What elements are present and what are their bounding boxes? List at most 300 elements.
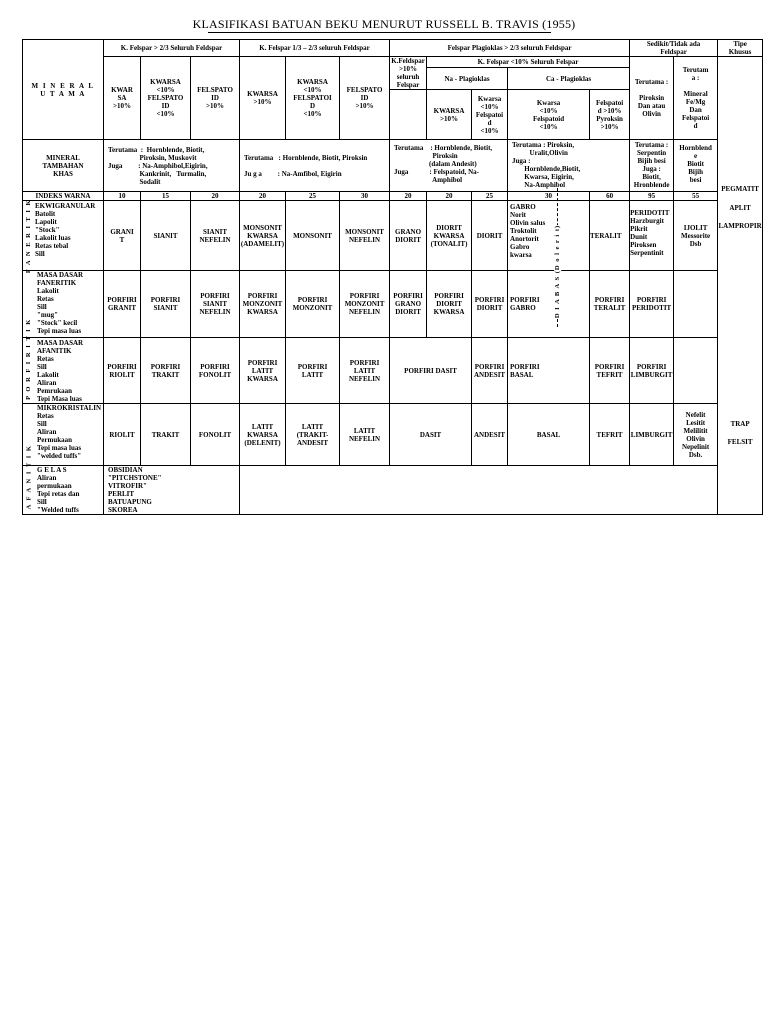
text-line: DIORIT bbox=[395, 235, 421, 244]
text-line: <10% bbox=[156, 86, 175, 94]
text-line: DIORIT bbox=[476, 304, 503, 312]
text-line: <10% bbox=[480, 126, 499, 135]
text-line: Pemrukaan bbox=[37, 386, 72, 395]
text-line: Biotit bbox=[687, 160, 704, 168]
sedikit-piroksin bbox=[630, 57, 674, 140]
text-line: Aliran bbox=[37, 428, 57, 436]
rock-monsonit-kwarsa bbox=[240, 201, 286, 271]
text-line: LATIT bbox=[353, 426, 376, 435]
rock-porfiri-granit bbox=[104, 271, 141, 338]
text-line: U T A M A bbox=[40, 89, 86, 98]
tambahan-group5 bbox=[630, 140, 674, 192]
text-line: <10% bbox=[480, 102, 499, 111]
rock-limburgit: LIMBURGIT bbox=[630, 404, 674, 466]
text-line: Lakolit bbox=[37, 370, 59, 379]
indeks-value: 25 bbox=[472, 192, 508, 201]
text-line: Kankrinit, Turmalin, bbox=[108, 169, 207, 178]
rock-latit-nefelin bbox=[340, 404, 390, 466]
text-line: Felspatoi bbox=[681, 114, 710, 122]
text-line bbox=[674, 82, 717, 90]
kwarsa-lt10-c5 bbox=[286, 57, 340, 140]
rock-porfiri-gabro bbox=[508, 271, 590, 338]
kf-lt10-header: K. Felspar <10% Seluruh Felspar bbox=[427, 57, 630, 68]
text-line: Felspatoi bbox=[475, 110, 504, 119]
text-line: FELSPATO bbox=[147, 94, 184, 102]
text-line: ID bbox=[360, 94, 369, 102]
text-line: FELSPATO bbox=[346, 86, 383, 94]
kf-13-header: K. Felspar 1/3 – 2/3 seluruh Feldspar bbox=[240, 40, 390, 57]
text-line: Lesitit bbox=[686, 418, 706, 427]
text-line: K.Feldspar bbox=[391, 57, 425, 65]
text-line: IJOLIT bbox=[683, 223, 708, 232]
rock-porfiri-granodiorit bbox=[390, 271, 427, 338]
text-line: Retas bbox=[37, 412, 54, 420]
text-line: <10% bbox=[303, 110, 322, 118]
text-line: e bbox=[694, 152, 698, 160]
kwarsa-gt10-c1 bbox=[104, 57, 141, 140]
text-line: PERLIT bbox=[108, 490, 135, 498]
text-line: G E L A S bbox=[37, 466, 67, 474]
text-line: KWARSA bbox=[150, 78, 181, 86]
text-line: Olivin bbox=[642, 110, 661, 118]
tipe-header bbox=[718, 40, 763, 57]
text-line: FELSPATOI bbox=[293, 94, 332, 102]
text-line: PERIDOTIT bbox=[631, 304, 672, 312]
text-line: OBSIDIAN bbox=[108, 466, 143, 474]
text-line: Kwarsa bbox=[477, 94, 502, 103]
rock-trakit: TRAKIT bbox=[141, 404, 191, 466]
text-line: DIORIT bbox=[395, 308, 421, 316]
text-line: Dan bbox=[689, 106, 702, 114]
text-line: Dunit bbox=[630, 233, 648, 241]
text-line bbox=[630, 86, 673, 94]
text-line: TEFRIT bbox=[596, 370, 623, 379]
document-title: KLASIFIKASI BATUAN BEKU MENURUT RUSSELL B. TRAVIS (1955) bbox=[192, 17, 576, 31]
text-line: Terutama : Hornblende, Biotit, Piroksin bbox=[244, 153, 368, 162]
text-line: NEFELIN bbox=[348, 235, 381, 244]
rock-porfiri-sianit bbox=[141, 271, 191, 338]
text-line: Melilitit bbox=[683, 426, 708, 435]
rock-porfiri-dasit: PORFIRI DASIT bbox=[390, 338, 472, 404]
sedikit-header bbox=[630, 40, 718, 57]
text-line: Bijih bbox=[688, 168, 703, 176]
text-line: <10% bbox=[539, 106, 558, 115]
text-line: GABRO bbox=[510, 304, 536, 312]
text-line: seluruh bbox=[396, 73, 420, 81]
text-line: MONSONIT bbox=[243, 223, 282, 232]
mineral-utama-cell bbox=[23, 40, 104, 140]
rock-nefelit bbox=[674, 404, 718, 466]
rock-porfiri-basal bbox=[508, 338, 590, 404]
text-line: KWARSA bbox=[247, 90, 278, 98]
row-masa-dasar-afanitik-head bbox=[23, 338, 104, 404]
rock-tefrit: TEFRIT bbox=[590, 404, 630, 466]
sedikit-mineral-fe bbox=[674, 57, 718, 140]
text-line: Piroksin bbox=[639, 94, 665, 102]
afanitik-side-label: A F A N I T I K bbox=[25, 444, 33, 510]
fp-23-header: Felspar Plagioklas > 2/3 seluruh Feldspar bbox=[390, 40, 630, 57]
text-line: PORFIRI bbox=[474, 296, 505, 304]
rock-teralit: TERALIT bbox=[590, 201, 630, 271]
text-line: Gabro bbox=[510, 243, 530, 251]
text-line: PORFIRI bbox=[150, 362, 181, 371]
kwarsa-gt10-c4 bbox=[240, 57, 286, 140]
text-line: Serpentin bbox=[637, 149, 667, 157]
text-line: Juga : Na-Amphibol,Eigirin, bbox=[108, 161, 208, 170]
text-line: (dalam Andesit) bbox=[394, 160, 477, 168]
text-line: KWAR bbox=[111, 86, 133, 94]
text-line: KHAS bbox=[53, 169, 73, 178]
text-line: LATIT bbox=[353, 366, 376, 375]
text-line: DIORIT bbox=[436, 223, 462, 232]
text-line: "PITCHSTONE" bbox=[108, 474, 162, 482]
tipe-trap: TRAP bbox=[730, 420, 750, 428]
text-line: PORFIRI bbox=[247, 358, 278, 367]
text-line: d bbox=[487, 118, 492, 127]
text-line: ID bbox=[211, 94, 219, 102]
text-line: Uralit,Olivin bbox=[512, 149, 568, 157]
text-line: BATUAPUNG bbox=[108, 498, 152, 506]
text-line: ANDESIT bbox=[473, 370, 506, 379]
mikrokristalin-occurrence bbox=[37, 404, 103, 460]
text-line: GRANI bbox=[110, 227, 134, 236]
rock-diorit-kwarsa bbox=[427, 201, 472, 271]
rock-porfiri-latit bbox=[286, 338, 340, 404]
text-line: NEFELIN bbox=[348, 308, 381, 316]
text-line: PORFIRI bbox=[636, 362, 667, 371]
text-line: PORFIRI bbox=[107, 296, 137, 304]
text-line: (ADAMELIT) bbox=[240, 239, 285, 248]
rock-porfiri-trakit bbox=[141, 338, 191, 404]
text-line: Retas bbox=[37, 295, 54, 303]
tipe-aplit: APLIT bbox=[729, 204, 751, 212]
kf-23-header: K. Felspar > 2/3 Seluruh Feldspar bbox=[104, 40, 240, 57]
rock-porfiri-monzonit bbox=[286, 271, 340, 338]
text-line: Fe/Mg bbox=[685, 98, 706, 106]
masa-dasar-faneritik-occurrence bbox=[37, 271, 103, 335]
text-line: Sodalit bbox=[108, 177, 161, 186]
text-line: Feldspar bbox=[660, 48, 687, 56]
text-line: Mineral bbox=[683, 90, 708, 98]
text-line: Terutama : Hornblende, Biotit, bbox=[394, 144, 493, 152]
rock-latit-kwarsa bbox=[240, 404, 286, 466]
rock-gabro bbox=[508, 201, 590, 271]
text-line: DIORIT bbox=[436, 300, 462, 308]
text-line: SA bbox=[117, 94, 127, 102]
rock-porfiri-tefrit bbox=[590, 338, 630, 404]
text-line: Kwarsa, Eigirin, bbox=[512, 173, 574, 181]
text-line: PORFIRI bbox=[200, 292, 230, 300]
rock-latit bbox=[286, 404, 340, 466]
text-line: D bbox=[309, 102, 316, 110]
text-line: >10% bbox=[253, 98, 272, 106]
rock-porfiri-monzonit-nefelin bbox=[340, 271, 390, 338]
text-line: RIOLIT bbox=[109, 370, 135, 379]
text-line: Tepi masa luas bbox=[37, 444, 82, 452]
text-line: PORFIRI bbox=[297, 296, 328, 304]
text-line: KWARSA bbox=[247, 430, 278, 439]
rock-granit bbox=[104, 201, 141, 271]
text-line: MONZONIT bbox=[242, 300, 283, 308]
text-line: PORFIRI bbox=[474, 362, 505, 371]
text-line: KWARSA bbox=[433, 106, 465, 115]
indeks-value: 60 bbox=[590, 192, 630, 201]
kwarsa-lt10-c2 bbox=[141, 57, 191, 140]
tipe-lampropir: LAMPROPIR bbox=[718, 222, 762, 230]
text-line: Troktolit bbox=[510, 227, 537, 235]
text-line: Tipe bbox=[733, 40, 747, 48]
rock-empty bbox=[674, 338, 718, 404]
text-line: Retas bbox=[37, 354, 54, 363]
text-line: Piroksen bbox=[630, 241, 657, 249]
text-line: Hronblende bbox=[633, 181, 670, 189]
text-line: Batolit bbox=[35, 210, 56, 218]
text-line: MIKROKRISTALIN bbox=[37, 404, 102, 412]
text-line: Lakolit bbox=[37, 287, 59, 295]
indeks-value: 30 bbox=[508, 192, 590, 201]
text-line: LATIT bbox=[251, 366, 274, 375]
text-line: Sedikit/Tidak ada bbox=[646, 40, 701, 48]
kfeldspar-gt10-header bbox=[390, 57, 427, 90]
text-line: PORFIRI bbox=[297, 362, 328, 371]
text-line: >10% bbox=[206, 102, 224, 110]
rock-obsidian-group bbox=[104, 466, 240, 515]
text-line: Ju g a : Na-Amfibol, Eigirin bbox=[244, 169, 342, 178]
text-line: NEFELIN bbox=[348, 434, 381, 443]
text-line: "welded tuffs" bbox=[37, 452, 82, 460]
text-line: Retas tebal bbox=[35, 242, 69, 250]
text-line: TRAKIT bbox=[151, 370, 180, 379]
rock-peridotit bbox=[630, 201, 674, 271]
text-line: NEFELIN bbox=[199, 308, 231, 316]
rock-porfiri-diorit-kwarsa bbox=[427, 271, 472, 338]
na-kwarsa-lt10 bbox=[472, 90, 508, 140]
text-line: PORFIRI bbox=[247, 292, 278, 300]
rock-ijolit bbox=[674, 201, 718, 271]
text-line: LIMBURGIT bbox=[630, 370, 673, 379]
rock-porfiri-teralit bbox=[590, 271, 630, 338]
tambahan-group3 bbox=[390, 140, 508, 192]
na-plagioklas-header: Na - Plagioklas bbox=[427, 68, 508, 90]
rock-diorit: DIORIT bbox=[472, 201, 508, 271]
indeks-value: 20 bbox=[390, 192, 427, 201]
text-line: LATIT bbox=[251, 422, 274, 431]
text-line: GRANO bbox=[395, 227, 422, 236]
text-line: d >10% bbox=[597, 106, 622, 115]
text-line: Norit bbox=[510, 211, 526, 219]
text-line: Harzburgit bbox=[630, 217, 664, 225]
na-kwarsa-gt10 bbox=[427, 90, 472, 140]
text-line bbox=[244, 162, 389, 170]
text-line: PORFIRI bbox=[107, 362, 137, 371]
text-line: Piroksin bbox=[394, 152, 458, 160]
text-line: Permukaan bbox=[37, 436, 72, 444]
text-line: LATIT bbox=[301, 370, 324, 379]
tambahan-group1 bbox=[104, 140, 240, 192]
text-line: permukaan bbox=[37, 482, 72, 490]
text-line: Juga : bbox=[512, 157, 531, 165]
porfiritik-side-label: P O R F I R I T I K bbox=[25, 318, 32, 400]
text-line: ID bbox=[161, 102, 170, 110]
c7-empty bbox=[390, 90, 427, 140]
indeks-value: 15 bbox=[141, 192, 191, 201]
text-line: PORFIRI bbox=[636, 296, 667, 304]
text-line: Lapolit bbox=[35, 218, 57, 226]
text-line: Terutama : Piroksin, bbox=[512, 141, 575, 149]
rock-riolit: RIOLIT bbox=[104, 404, 141, 466]
text-line: "mug" bbox=[37, 311, 58, 319]
text-line: SIANIT bbox=[202, 300, 228, 308]
tambahan-group4 bbox=[508, 140, 630, 192]
rock-porfiri-latit-nefelin bbox=[340, 338, 390, 404]
text-line: Hornblend bbox=[679, 144, 712, 152]
text-line: <10% bbox=[156, 110, 175, 118]
indeks-value: 20 bbox=[240, 192, 286, 201]
text-line: kwarsa bbox=[510, 251, 532, 259]
text-line: Hornblende,Biotit, bbox=[512, 165, 581, 173]
text-line: Serpentinit bbox=[630, 249, 664, 257]
text-line: Felspatoi bbox=[595, 98, 624, 107]
text-line: Dsb bbox=[689, 239, 702, 248]
text-line: EKWIGRANULAR bbox=[35, 202, 96, 210]
text-line: Sill bbox=[35, 250, 45, 258]
text-line: KWARSA bbox=[433, 308, 465, 316]
text-line: FONOLIT bbox=[198, 370, 232, 379]
text-line: FANERITIK bbox=[37, 279, 77, 287]
text-line: PORFIRI bbox=[349, 292, 380, 300]
text-line: besi bbox=[689, 176, 702, 184]
text-line: M I N E R A L bbox=[31, 81, 95, 90]
ekwigranular-occurrence bbox=[35, 201, 103, 258]
text-line: MINERAL bbox=[46, 153, 80, 162]
rock-fonolit: FONOLIT bbox=[191, 404, 240, 466]
classification-table bbox=[22, 39, 763, 515]
text-line: PORFIRI bbox=[349, 358, 380, 367]
text-line: GRANO bbox=[395, 300, 422, 308]
text-line: KWARSA bbox=[297, 78, 328, 86]
text-line: KWARSA bbox=[247, 374, 278, 383]
rock-porfiri-latit-kwarsa bbox=[240, 338, 286, 404]
text-line: PORFIRI bbox=[594, 362, 625, 371]
text-line: Na-Amphibol bbox=[512, 181, 566, 189]
text-line: Tepi Masa luas bbox=[37, 394, 82, 403]
rock-monsonit-nefelin bbox=[340, 201, 390, 271]
rock-porfiri-peridotit bbox=[630, 271, 674, 338]
indeks-value: 55 bbox=[674, 192, 718, 201]
text-line: Nefelit bbox=[685, 410, 706, 419]
rock-empty bbox=[674, 271, 718, 338]
indeks-value: 25 bbox=[286, 192, 340, 201]
text-line: Terutama : bbox=[634, 141, 669, 149]
rock-sianit: SIANIT bbox=[141, 201, 191, 271]
indeks-value: 30 bbox=[340, 192, 390, 201]
text-line: Juga : Felspatoid, Na- bbox=[394, 168, 480, 176]
text-line: d bbox=[693, 122, 698, 130]
text-line: MONZONIT bbox=[292, 304, 333, 312]
text-line: VITROFIR" bbox=[108, 482, 147, 490]
rock-porfiri-limburgit bbox=[630, 338, 674, 404]
tambahan-group2 bbox=[240, 140, 390, 192]
text-line: Juga : bbox=[642, 165, 661, 173]
text-line: >10% bbox=[600, 122, 619, 131]
text-line: MASA DASAR bbox=[37, 271, 84, 279]
text-line: PORFIRI bbox=[150, 296, 181, 304]
text-line: FELSPATO bbox=[197, 86, 233, 94]
text-line: Olivin bbox=[686, 434, 705, 443]
tipe-khusus-column bbox=[718, 57, 763, 515]
text-line: >10% bbox=[399, 65, 418, 73]
title-underline bbox=[208, 32, 551, 33]
text-line: LATIT bbox=[301, 422, 324, 431]
text-line: TERALIT bbox=[593, 304, 626, 312]
text-line: KWARSA bbox=[433, 231, 465, 240]
faneritik-side-label: F A N E R I T I K bbox=[25, 198, 32, 273]
text-line: PORFIRI bbox=[510, 296, 540, 304]
text-line: >10% bbox=[440, 114, 459, 123]
text-line: "Stock" kecil bbox=[37, 319, 78, 327]
text-line: Khusus bbox=[728, 48, 752, 56]
text-line: TAMBAHAN bbox=[42, 161, 84, 170]
ca-plagioklas-header: Ca - Plagioklas bbox=[508, 68, 630, 90]
text-line: Anortorit bbox=[510, 235, 539, 243]
rock-dasit: DASIT bbox=[390, 404, 472, 466]
text-line: (TRAKIT- bbox=[296, 430, 329, 439]
text-line: SIANIT bbox=[153, 304, 178, 312]
rock-granodiorit bbox=[390, 201, 427, 271]
text-line: "Welded tuffs bbox=[37, 506, 79, 514]
text-line: ANDESIT bbox=[296, 438, 329, 447]
diabas-label bbox=[553, 215, 563, 327]
text-line: Aliran bbox=[37, 378, 57, 387]
text-line: KWARSA bbox=[247, 231, 278, 240]
indeks-value: 95 bbox=[630, 192, 674, 201]
text-line: SIANIT bbox=[202, 227, 228, 236]
text-line: GABRO bbox=[510, 203, 536, 211]
rock-sianit-nefelin bbox=[191, 201, 240, 271]
rock-andesit: ANDESIT bbox=[472, 404, 508, 466]
text-line: a : bbox=[691, 74, 700, 82]
rock-monsonit: MONSONIT bbox=[286, 201, 340, 271]
tipe-felsit: FELSIT bbox=[727, 438, 753, 446]
mineral-tambahan-label bbox=[23, 140, 104, 192]
text-line: AFANITIK bbox=[37, 346, 72, 355]
tambahan-group6 bbox=[674, 140, 718, 192]
text-line: Terutam bbox=[682, 66, 709, 74]
text-line: Kwarsa bbox=[536, 98, 561, 107]
text-line: Nepelinit bbox=[681, 442, 710, 451]
text-line: Terutama : Hornblende, Biotit, bbox=[108, 145, 205, 154]
text-line: Piroksin, Muskovit bbox=[108, 153, 197, 162]
text-line: Sill bbox=[37, 420, 47, 428]
text-line: Sill bbox=[37, 498, 47, 506]
text-line: Amphibol bbox=[394, 176, 463, 184]
indeks-value: 20 bbox=[427, 192, 472, 201]
indeks-value: 20 bbox=[191, 192, 240, 201]
gelas-empty bbox=[240, 466, 718, 515]
text-line: PORFIRI bbox=[434, 292, 464, 300]
tipe-pegmatit: PEGMATIT bbox=[721, 185, 759, 193]
indeks-value: 10 bbox=[104, 192, 141, 201]
text-line: PORFIRI bbox=[594, 296, 625, 304]
rock-porfiri-diorit bbox=[472, 271, 508, 338]
text-line: KWARSA bbox=[247, 308, 278, 316]
text-line: PERIDOTIT bbox=[630, 209, 670, 217]
text-line: MASA DASAR bbox=[37, 338, 84, 347]
text-line: MONSONIT bbox=[345, 227, 384, 236]
ca-felspatoid-gt10 bbox=[590, 90, 630, 140]
gelas-occurrence bbox=[37, 466, 103, 514]
text-line: Felspatoid bbox=[532, 114, 565, 123]
